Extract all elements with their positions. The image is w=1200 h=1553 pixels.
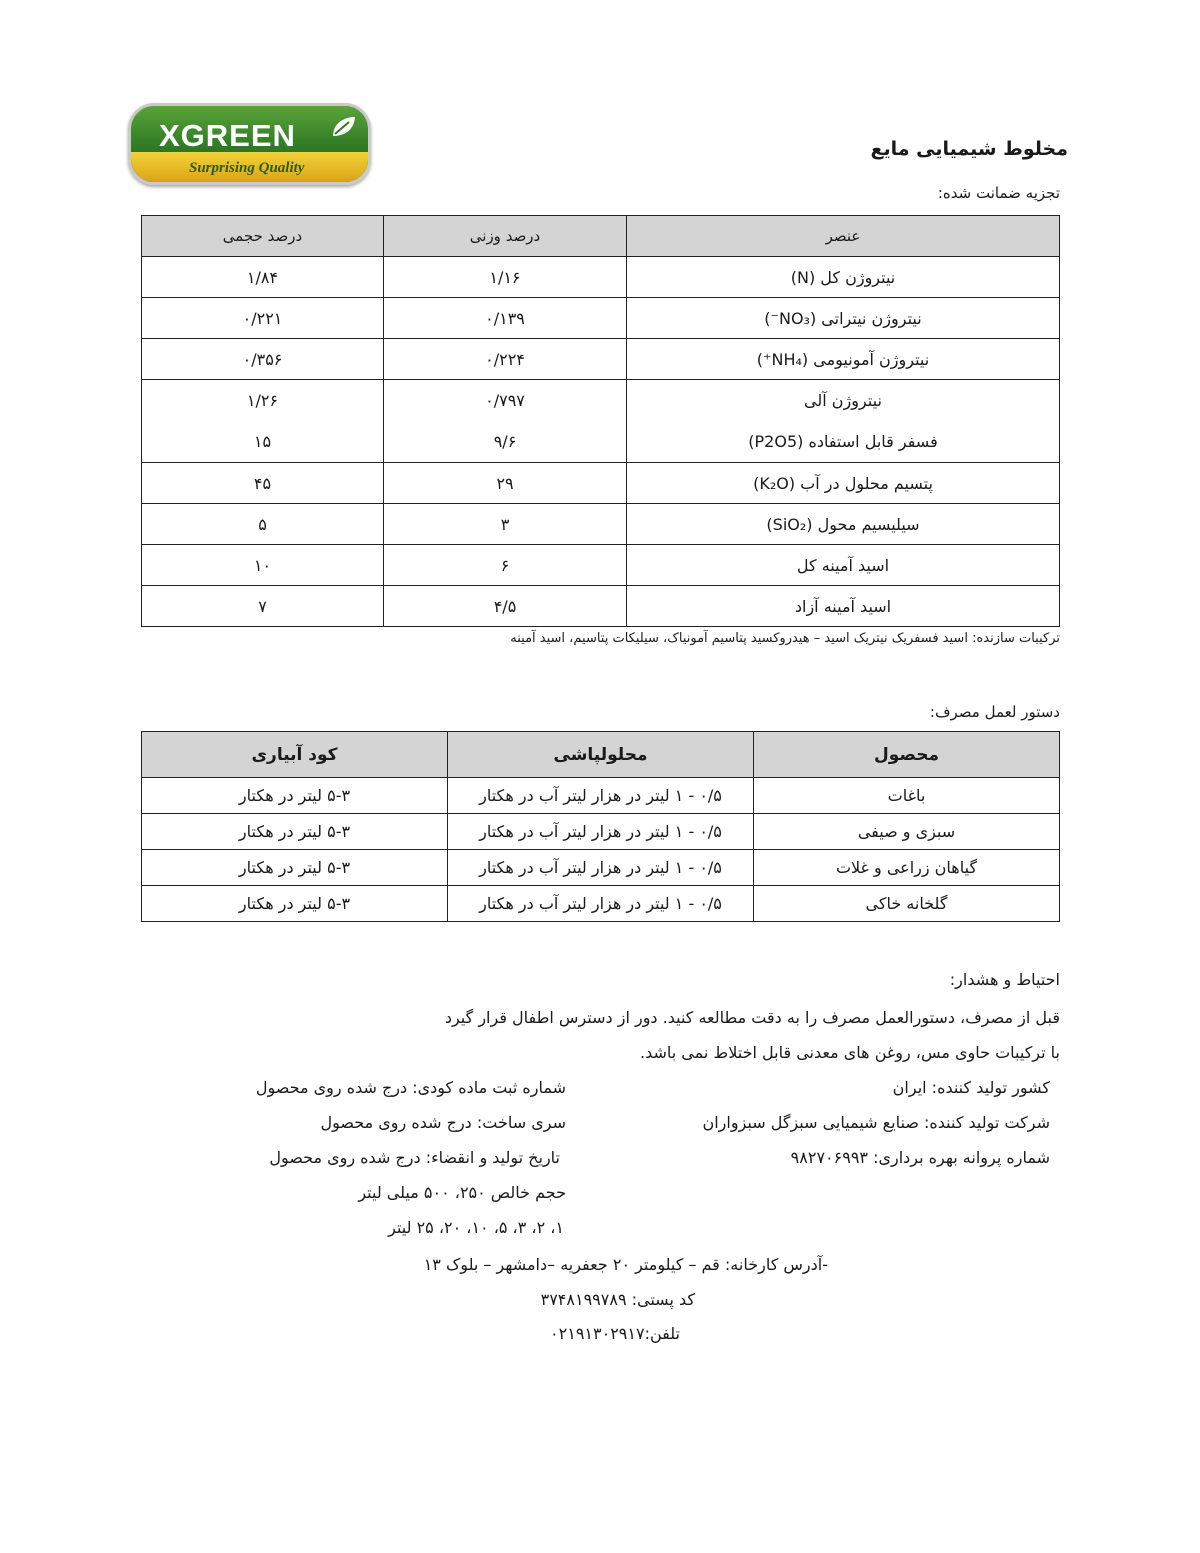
cell-element: اسید آمینه آزاد (627, 586, 1060, 627)
cell-spray: ۰/۵ - ۱ لیتر در هزار لیتر آب در هکتار (448, 886, 754, 922)
cell-crop: گیاهان زراعی و غلات (754, 850, 1060, 886)
cell-crop: باغات (754, 778, 1060, 814)
cell-weight: ۱/۱۶ (384, 257, 627, 298)
registration-number: شماره ثبت ماده کودی: درج شده روی محصول (255, 1078, 566, 1097)
ingredients-note: ترکیبات سازنده: اسید فسفریک نیتریک اسید – هیدروکسید پتاسیم آمونیاک، سیلیکات پتاسیم، اسید آمینه (510, 631, 1060, 646)
table-row (142, 463, 1060, 504)
cell-element: نیتروژن آلی (804, 391, 882, 410)
cell-element: اسید آمینه کل (627, 545, 1060, 586)
cell-volume: ۰/۳۵۶ (142, 339, 384, 380)
usage-header-row (142, 732, 1060, 778)
header-volume: درصد حجمی (142, 216, 384, 257)
cell-weight: ۳ (384, 504, 627, 545)
table-row (142, 339, 1060, 380)
phone-number: تلفن:۰۲۱۹۱۳۰۲۹۱۷ (550, 1324, 680, 1343)
analysis-heading: تجزیه ضمانت شده: (937, 184, 1060, 202)
leaf-icon (329, 114, 357, 140)
cell-element: نیتروژن نیتراتی (NO₃⁻) (627, 298, 1060, 339)
cell-spray: ۰/۵ - ۱ لیتر در هزار لیتر آب در هکتار (448, 814, 754, 850)
cell-volume: ۰/۲۲۱ (142, 298, 384, 339)
cell-element: فسفر قابل استفاده (P2O5) (748, 432, 938, 451)
cell-volume: ۵ (142, 504, 384, 545)
factory-address: -آدرس کارخانه: قم – کیلومتر ۲۰ جعفریه –دامشهر – بلوک ۱۳ (423, 1255, 828, 1274)
table-row (142, 850, 1060, 886)
cell-spray: ۰/۵ - ۱ لیتر در هزار لیتر آب در هکتار (448, 778, 754, 814)
license-number: شماره پروانه بهره برداری: ۹۸۲۷۰۶۹۹۳ (790, 1148, 1050, 1167)
cell-volume: ۷ (142, 586, 384, 627)
postal-code: کد پستی: ۳۷۴۸۱۹۹۷۸۹ (540, 1290, 695, 1309)
table-row (142, 814, 1060, 850)
cell-irrigation: ۵-۳ لیتر در هکتار (142, 814, 448, 850)
cell-irrigation: ۵-۳ لیتر در هکتار (142, 778, 448, 814)
logo-brand-text: XGREEN (159, 118, 296, 153)
cell-volume: ۱۵ (253, 432, 272, 451)
cell-weight: ۹/۶ (493, 432, 517, 451)
cell-irrigation: ۵-۳ لیتر در هکتار (142, 850, 448, 886)
manufacturer: شرکت تولید کننده: صنایع شیمیایی سبزگل سبزواران (702, 1113, 1050, 1132)
table-row (142, 778, 1060, 814)
table-row (142, 545, 1060, 586)
table-row (142, 886, 1060, 922)
header-crop: محصول (754, 732, 1060, 778)
cell-element: پتسیم محلول در آب (K₂O) (627, 463, 1060, 504)
brand-logo (128, 103, 371, 185)
production-expiry-dates: تاریخ تولید و انقضاء: درج شده روی محصول (269, 1148, 560, 1167)
cell-weight-pair (384, 380, 627, 463)
batch-number: سری ساخت: درج شده روی محصول (320, 1113, 566, 1132)
usage-heading: دستور لعمل مصرف: (929, 703, 1060, 721)
header-element: عنصر (627, 216, 1060, 257)
usage-table (141, 731, 1060, 922)
cell-weight: ۰/۲۲۴ (384, 339, 627, 380)
cell-spray: ۰/۵ - ۱ لیتر در هزار لیتر آب در هکتار (448, 850, 754, 886)
table-row (142, 257, 1060, 298)
table-row (142, 504, 1060, 545)
cell-weight: ۰/۷۹۷ (485, 391, 525, 410)
cell-weight: ۲۹ (384, 463, 627, 504)
cell-volume: ۱/۸۴ (142, 257, 384, 298)
cell-crop: گلخانه خاکی (754, 886, 1060, 922)
country-of-origin: کشور تولید کننده: ایران (892, 1078, 1050, 1097)
analysis-table (141, 215, 1060, 627)
cell-weight: ۰/۱۳۹ (384, 298, 627, 339)
net-volume-liters: ۱، ۲، ۳، ۵، ۱۰، ۲۰، ۲۵ لیتر (388, 1218, 564, 1237)
header-weight: درصد وزنی (384, 216, 627, 257)
logo-tagline: Surprising Quality (189, 160, 305, 176)
table-row-merged (142, 380, 1060, 463)
cell-crop: سبزی و صیفی (754, 814, 1060, 850)
cell-element: نیتروژن کل (N) (627, 257, 1060, 298)
warning-line-1: قبل از مصرف، دستورالعمل مصرف را به دقت مطالعه کنید. دور از دسترس اطفال قرار گیرد (444, 1008, 1060, 1027)
cell-element-pair (627, 380, 1060, 463)
header-irrigation: کود آبیاری (142, 732, 448, 778)
warning-line-2: با ترکیبات حاوی مس، روغن های معدنی قابل اختلاط نمی باشد. (640, 1043, 1060, 1062)
cell-irrigation: ۵-۳ لیتر در هکتار (142, 886, 448, 922)
net-volume: حجم خالص ۲۵۰، ۵۰۰ میلی لیتر (358, 1183, 566, 1202)
table-row (142, 586, 1060, 627)
warnings-heading: احتیاط و هشدار: (949, 970, 1060, 989)
cell-volume-pair (142, 380, 384, 463)
cell-element: نیتروژن آمونیومی (NH₄⁺) (627, 339, 1060, 380)
analysis-header-row (142, 216, 1060, 257)
cell-volume: ۴۵ (142, 463, 384, 504)
cell-volume: ۱/۲۶ (246, 391, 279, 410)
cell-weight: ۶ (384, 545, 627, 586)
header-spray: محلولپاشی (448, 732, 754, 778)
page-title: مخلوط شیمیایی مایع (870, 138, 1068, 160)
cell-element: سیلیسیم محول (SiO₂) (627, 504, 1060, 545)
cell-weight: ۴/۵ (384, 586, 627, 627)
table-row (142, 298, 1060, 339)
cell-volume: ۱۰ (142, 545, 384, 586)
